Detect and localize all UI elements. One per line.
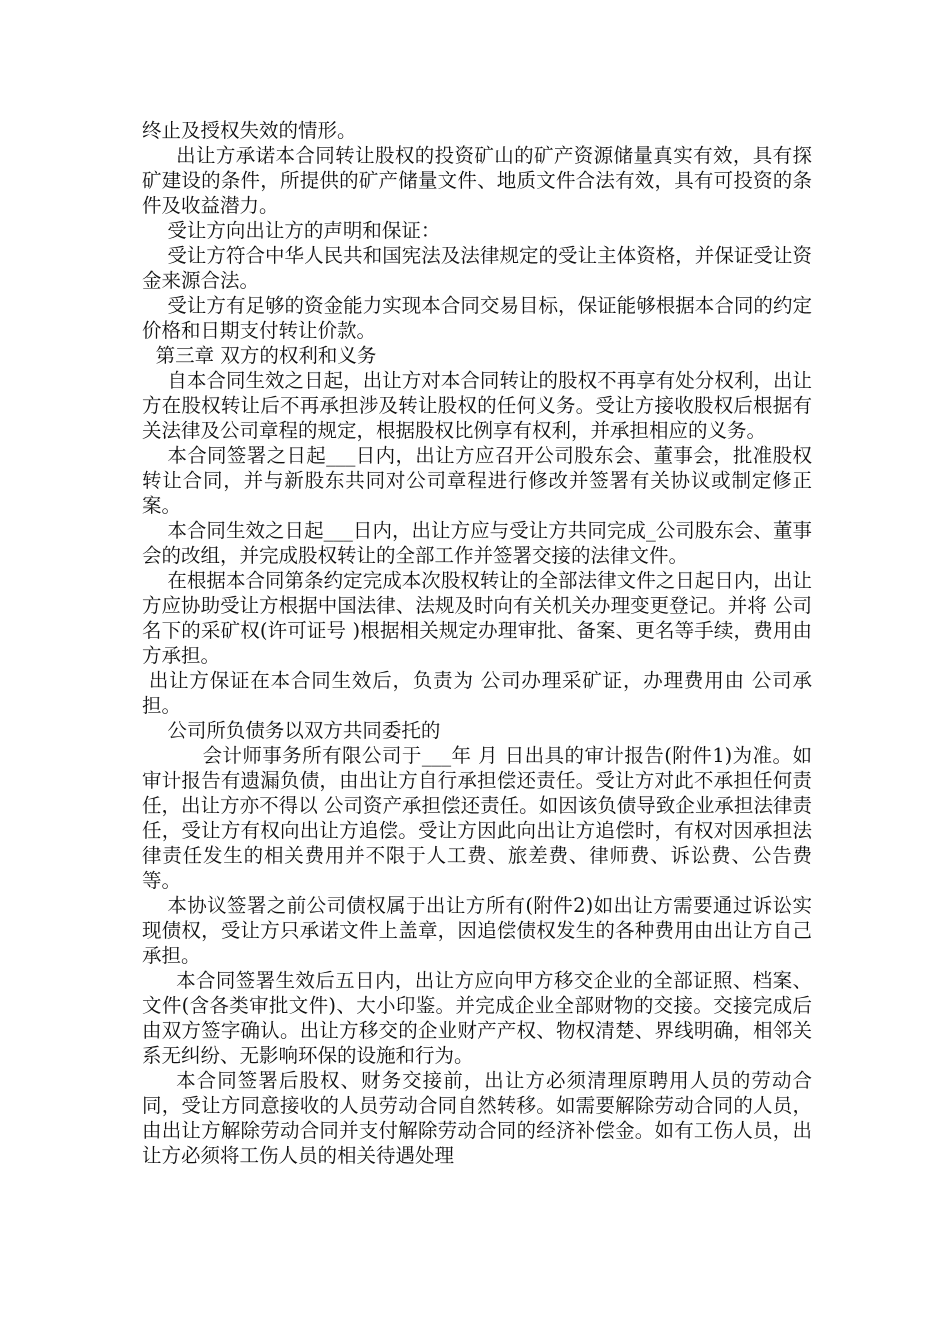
document-page — [142, 118, 812, 1168]
paragraph-handover: 本合同签署生效后五日内，出让方应向甲方移交企业的全部证照、档案、文件(含各类审批文件)、大小印鉴。并完成企业全部财物的交接。交接完成后由双方签字确认。出让方移交的企业财产产权、物权清楚、界线明确，相邻关系无纠纷、无影响环保的设施和行为。 — [142, 969, 812, 1067]
paragraph-labor-contracts: 本合同签署后股权、财务交接前，出让方必须清理原聘用人员的劳动合同，受让方同意接收的人员劳动合同自然转移。如需要解除劳动合同的人员，由出让方解除劳动合同并支付解除劳动合同的经济补偿金。如有工伤人员，出让方必须将工伤人员的相关待遇处理 — [142, 1069, 812, 1167]
paragraph-buyer-statement-heading: 受让方向出让方的声明和保证： — [167, 219, 441, 242]
paragraph-rights-transfer: 自本合同生效之日起，出让方对本合同转让的股权不再享有处分权利，出让方在股权转让后不再承担涉及转让股权的任何义务。受让方接收股权后根据有关法律及公司章程的规定，根据股权比例享有权利，并承担相应的义务。 — [142, 369, 812, 442]
paragraph-shareholder-meeting: 本合同签署之日起___日内，出让方应召开公司股东会、董事会，批准股权转让合同，并与新股东共同对公司章程进行修改并签署有关协议或制定修正案。 — [142, 444, 812, 517]
paragraph-buyer-funds: 受让方有足够的资金能力实现本合同交易目标，保证能够根据本合同的约定价格和日期支付转让价款。 — [142, 294, 812, 342]
paragraph-registration-change: 在根据本合同第条约定完成本次股权转让的全部法律文件之日起日内，出让方应协助受让方根据中国法律、法规及时向有关机关办理变更登记。并将 公司名下的采矿权(许可证号 )根据相关规定办理审批、备案、更名等手续，费用由 方承担。 — [142, 569, 812, 667]
paragraph-mining-license: 出让方保证在本合同生效后，负责为 公司办理采矿证，办理费用由 公司承担。 — [142, 669, 812, 717]
paragraph-seller-warranty-mine: 出让方承诺本合同转让股权的投资矿山的矿产资源储量真实有效，具有探矿建设的条件，所提供的矿产储量文件、地质文件合法有效，具有可投资的条件及收益潜力。 — [142, 144, 812, 217]
paragraph-board-reorganization: 本合同生效之日起___日内，出让方应与受让方共同完成_公司股东会、董事会的改组，并完成股权转让的全部工作并签署交接的法律文件。 — [142, 519, 812, 567]
paragraph-audit-report: 会计师事务所有限公司于___年 月 日出具的审计报告(附件1)为准。如审计报告有遗漏负债，由出让方自行承担偿还责任。受让方对此不承担任何责任，出让方亦不得以 公司资产承担偿还责任。如因该负债导致企业承担法律责任，受让方有权向出让方追偿。受让方因此向出让方追偿时，有权对因承担法律责任发生的相关费用并不限于人工费、旅差费、律师费、诉讼费、公告费等。 — [142, 744, 812, 892]
paragraph-debts-intro: 公司所负债务以双方共同委托的 — [167, 719, 441, 742]
chapter-heading: 第三章 双方的权利和义务 — [155, 344, 377, 367]
paragraph-buyer-qualification: 受让方符合中华人民共和国宪法及法律规定的受让主体资格，并保证受让资金来源合法。 — [142, 244, 812, 292]
paragraph-claims: 本协议签署之前公司债权属于出让方所有(附件2)如出让方需要通过诉讼实现债权，受让方只承诺文件上盖章，因追偿债权发生的各种费用由出让方自己承担。 — [142, 894, 812, 967]
paragraph-termination: 终止及授权失效的情形。 — [142, 119, 357, 142]
